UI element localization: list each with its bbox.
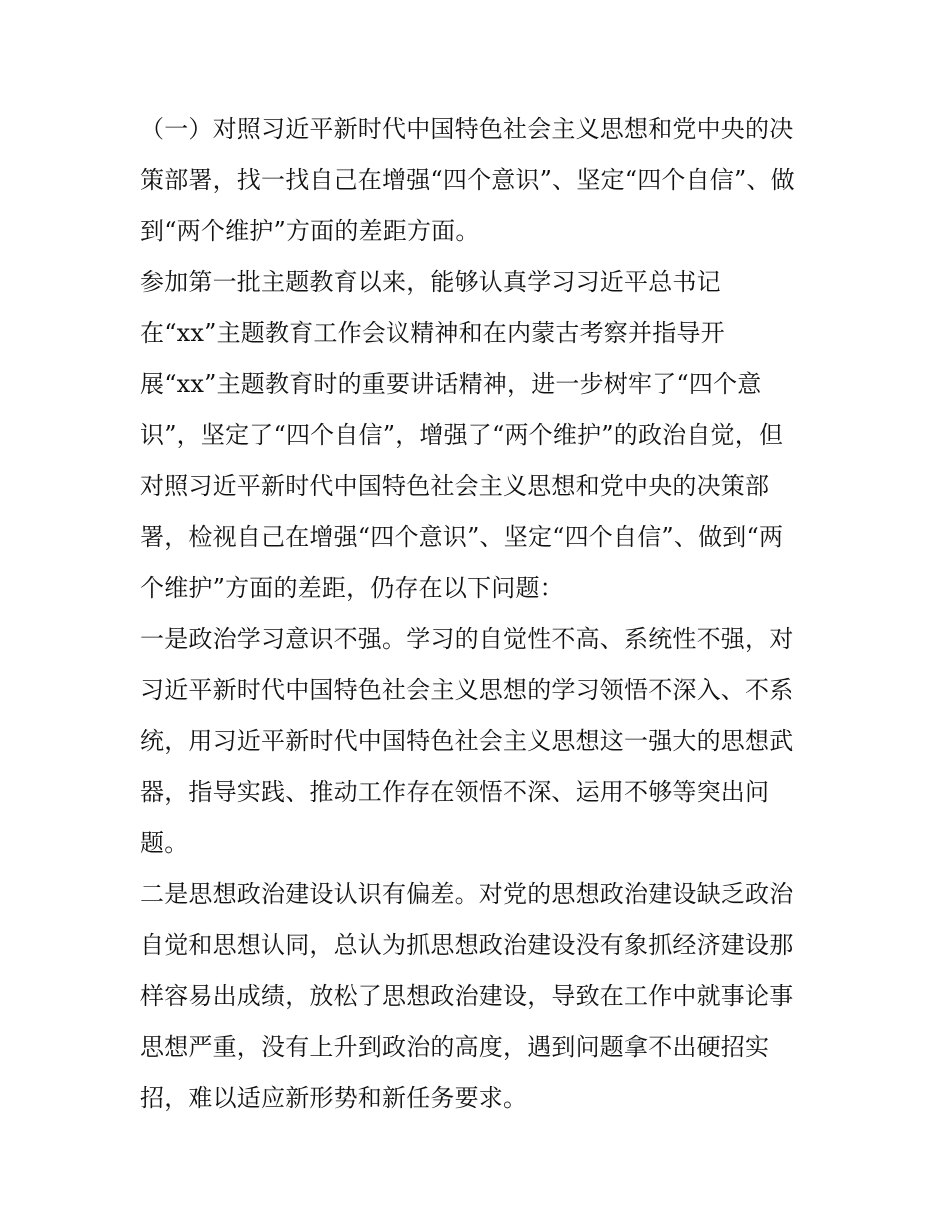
intro-paragraph	[140, 257, 820, 614]
section-heading	[140, 104, 820, 257]
text-line: 参加第一批主题教育以来，能够认真学习习近平总书记	[140, 268, 721, 296]
text-line: 到“两个维护”方面的差距方面。	[140, 217, 480, 245]
text-line: 在“xx”主题教育工作会议精神和在内蒙古考察并指导开	[140, 319, 725, 347]
text-line: 署，检视自己在增强“四个意识”、坚定“四个自信”、做到“两	[140, 523, 784, 551]
problem-one-paragraph	[140, 614, 820, 869]
text-line: 题。	[140, 829, 189, 857]
text-line: （一）对照习近平新时代中国特色社会主义思想和党中央的决	[140, 115, 794, 143]
text-line: 对照习近平新时代中国特色社会主义思想和党中央的决策部	[140, 472, 770, 500]
text-line: 自觉和思想认同，总认为抓思想政治建设没有象抓经济建设那	[140, 931, 794, 959]
text-line: 策部署，找一找自己在增强“四个意识”、坚定“四个自信”、做	[140, 166, 795, 194]
text-line: 器，指导实践、推动工作存在领悟不深、运用不够等突出问	[140, 778, 770, 806]
document-body	[140, 104, 820, 1124]
text-line: 展“xx”主题教育时的重要讲话精神，进一步树牢了“四个意	[140, 370, 762, 398]
text-line: 样容易出成绩，放松了思想政治建设，导致在工作中就事论事	[140, 982, 794, 1010]
text-line: 识”，坚定了“四个自信”，增强了“两个维护”的政治自觉，但	[140, 421, 784, 449]
text-line: 习近平新时代中国特色社会主义思想的学习领悟不深入、不系	[140, 676, 794, 704]
text-line: 统，用习近平新时代中国特色社会主义思想这一强大的思想武	[140, 727, 794, 755]
problem-two-paragraph	[140, 869, 820, 1124]
text-line: 招，难以适应新形势和新任务要求。	[140, 1084, 528, 1112]
text-line: 一是政治学习意识不强。学习的自觉性不高、系统性不强，对	[140, 625, 794, 653]
text-line: 思想严重，没有上升到政治的高度，遇到问题拿不出硬招实	[140, 1033, 770, 1061]
text-line: 个维护”方面的差距，仍存在以下问题：	[140, 574, 564, 602]
text-line: 二是思想政治建设认识有偏差。对党的思想政治建设缺乏政治	[140, 880, 794, 908]
